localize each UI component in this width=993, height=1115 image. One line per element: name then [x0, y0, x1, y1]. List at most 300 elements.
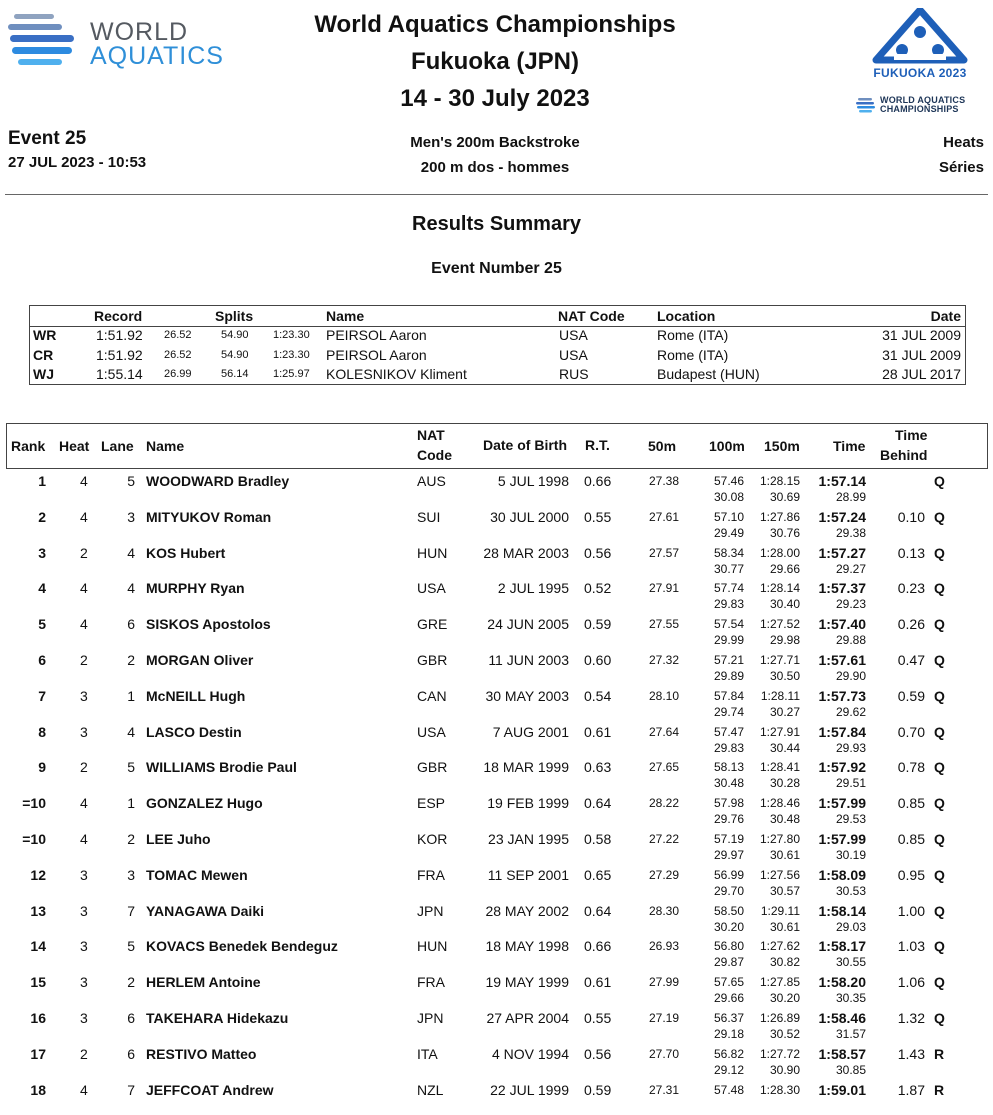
result-split-50: 27.31 [648, 1082, 679, 1097]
result-lap-100: 29.76 [713, 812, 744, 827]
result-rank: 14 [30, 938, 46, 955]
result-name: LASCO Destin [146, 723, 242, 740]
records-col-name: Name [326, 308, 365, 324]
result-split-100: 56.37 [713, 1011, 744, 1025]
event-info [8, 128, 146, 176]
result-lap-100: 29.18 [713, 1027, 744, 1041]
result-lap-100: 30.20 [713, 919, 744, 934]
result-lane: 1 [127, 795, 135, 812]
logo-word-aquatics: AQUATICS [90, 42, 224, 70]
result-lap-200: 30.55 [835, 955, 866, 970]
result-row [0, 721, 993, 757]
result-time-behind: 1.43 [897, 1045, 925, 1062]
result-split-150: 1:27.56 [759, 867, 800, 882]
result-lap-150: 30.82 [769, 955, 800, 970]
result-split-50: 28.22 [648, 796, 679, 811]
record-split-100: 54.90 [221, 329, 249, 341]
result-split-100: 57.74 [713, 581, 744, 596]
result-split-150: 1:28.46 [759, 796, 800, 811]
result-rt: 0.61 [584, 974, 612, 991]
col-heat: Heat [59, 438, 90, 454]
result-split-50: 27.55 [648, 617, 679, 632]
result-name: WOODWARD Bradley [146, 473, 290, 489]
result-lap-150: 30.57 [769, 883, 800, 898]
result-time: 1:58.17 [818, 938, 866, 955]
event-name-en: Men's 200m Backstroke [410, 134, 580, 151]
result-lane: 4 [127, 580, 135, 597]
result-heat: 3 [80, 1010, 88, 1026]
result-split-50: 27.22 [648, 832, 679, 846]
result-dob: 11 SEP 2001 [487, 866, 569, 883]
col-100m: 100m [709, 438, 745, 454]
result-heat: 2 [80, 1045, 88, 1062]
result-time: 1:57.84 [818, 723, 866, 740]
result-split-100: 57.46 [713, 474, 744, 488]
result-time-behind: 0.47 [897, 652, 925, 668]
record-type: WR [33, 327, 57, 343]
record-split-100: 54.90 [221, 348, 249, 361]
result-lap-100: 29.83 [713, 597, 744, 612]
record-holder-name: KOLESNIKOV Kliment [326, 366, 467, 382]
record-holder-name: PEIRSOL Aaron [326, 327, 427, 343]
result-split-50: 27.57 [648, 545, 679, 560]
result-lap-100: 29.12 [713, 1062, 744, 1077]
record-date: 31 JUL 2009 [882, 327, 961, 343]
result-qualification: Q [934, 544, 945, 561]
result-split-150: 1:27.72 [759, 1046, 800, 1061]
result-time-behind: 0.85 [897, 795, 925, 812]
result-time: 1:58.46 [818, 1010, 866, 1026]
result-heat: 3 [80, 687, 88, 704]
result-name: JEFFCOAT Andrew [146, 1081, 274, 1098]
result-lane: 2 [127, 974, 135, 991]
result-lane: 1 [127, 687, 135, 704]
result-heat: 4 [80, 580, 88, 597]
result-name: TAKEHARA Hidekazu [146, 1010, 289, 1026]
result-split-150: 1:28.30 [759, 1082, 800, 1097]
result-qualification: Q [934, 580, 945, 597]
result-name: KOS Hubert [146, 544, 226, 561]
result-dob: 19 FEB 1999 [487, 795, 569, 812]
result-nat: USA [417, 580, 446, 597]
col-nat-line2: Code [417, 447, 452, 463]
event-name [300, 130, 690, 180]
result-split-100: 57.65 [713, 975, 744, 990]
result-qualification: Q [934, 938, 945, 955]
result-lap-100: 29.66 [713, 991, 744, 1006]
result-split-150: 1:27.71 [759, 653, 800, 667]
result-rt: 0.55 [584, 508, 612, 525]
record-split-100: 56.14 [221, 368, 249, 380]
result-split-50: 27.91 [648, 581, 679, 596]
result-lane: 2 [127, 831, 135, 847]
result-lap-200: 29.27 [835, 561, 866, 576]
result-lap-200: 29.93 [835, 740, 866, 755]
result-rt: 0.60 [584, 652, 612, 668]
result-time-behind: 1.06 [897, 974, 925, 991]
result-rank: 6 [38, 652, 46, 668]
result-lap-100: 29.70 [713, 883, 744, 898]
result-rt: 0.56 [584, 544, 612, 561]
col-name: Name [146, 438, 185, 454]
logo-word-world: WORLD [90, 18, 189, 46]
event-datetime: 27 JUL 2023 - 10:53 [8, 154, 147, 171]
result-lap-100: 29.99 [713, 633, 744, 648]
result-row [0, 828, 993, 864]
title-line-2: Fukuoka (JPN) [410, 48, 580, 75]
event-phase [939, 130, 984, 180]
result-lap-100: 29.97 [713, 848, 744, 862]
fukuoka-2023-label: FUKUOKA 2023 [873, 66, 967, 80]
result-time: 1:59.01 [818, 1081, 866, 1098]
result-dob: 19 MAY 1999 [485, 974, 569, 991]
result-split-50: 27.29 [648, 867, 679, 882]
event-number-title: Event Number 25 [431, 260, 562, 277]
result-dob: 30 JUL 2000 [490, 508, 569, 525]
result-time: 1:57.99 [818, 795, 866, 812]
result-lap-200: 29.62 [835, 704, 866, 719]
result-lane: 2 [127, 652, 135, 668]
result-lap-100: 30.77 [713, 561, 744, 576]
result-lap-200: 29.88 [835, 633, 866, 648]
result-time: 1:57.14 [818, 473, 866, 489]
col-nat-line1: NAT [417, 427, 445, 443]
result-time-behind: 1.03 [897, 938, 925, 955]
championships-wave-icon [856, 97, 876, 113]
result-split-150: 1:27.80 [759, 832, 800, 846]
result-time-behind: 0.78 [897, 759, 925, 776]
records-col-date: Date [930, 308, 961, 324]
result-lap-150: 30.90 [769, 1062, 800, 1077]
result-rank: 5 [38, 616, 46, 633]
result-nat: GRE [417, 616, 448, 633]
result-time: 1:57.40 [818, 616, 866, 633]
record-date: 28 JUL 2017 [882, 366, 961, 382]
result-heat: 3 [80, 866, 88, 883]
result-split-50: 27.70 [648, 1046, 679, 1061]
result-rt: 0.59 [584, 616, 612, 633]
result-row [0, 756, 993, 792]
result-rank: 7 [38, 687, 46, 704]
record-split-50: 26.52 [164, 329, 192, 341]
result-row [0, 506, 993, 542]
result-name: LEE Juho [146, 831, 211, 847]
record-time: 1:51.92 [96, 327, 143, 343]
result-row [0, 685, 993, 721]
result-split-50: 27.99 [648, 975, 679, 990]
result-qualification: Q [934, 1010, 945, 1026]
result-split-150: 1:27.85 [759, 975, 800, 990]
result-heat: 4 [80, 1081, 88, 1098]
result-rt: 0.64 [584, 902, 612, 919]
records-col-record: Record [94, 308, 143, 324]
result-dob: 28 MAY 2002 [485, 902, 569, 919]
result-lane: 4 [127, 723, 135, 740]
result-lap-200: 29.38 [835, 525, 866, 540]
result-lap-100: 29.74 [713, 704, 744, 719]
records-col-location: Location [657, 308, 716, 324]
result-split-100: 56.99 [713, 867, 744, 882]
result-qualification: Q [934, 508, 945, 525]
result-dob: 2 JUL 1995 [497, 580, 569, 597]
result-rt: 0.66 [584, 473, 612, 489]
result-qualification: Q [934, 723, 945, 740]
result-qualification: R [934, 1081, 945, 1098]
result-lap-150: 30.61 [769, 919, 800, 934]
result-split-50: 27.32 [648, 653, 679, 667]
result-name: SISKOS Apostolos [146, 616, 271, 633]
result-row [0, 1079, 993, 1115]
result-heat: 3 [80, 974, 88, 991]
result-qualification: Q [934, 759, 945, 776]
result-heat: 3 [80, 902, 88, 919]
result-rank: 13 [30, 902, 46, 919]
result-split-50: 27.61 [648, 509, 679, 524]
result-row [0, 1007, 993, 1043]
result-split-100: 58.50 [713, 903, 744, 918]
result-split-150: 1:28.14 [759, 581, 800, 596]
record-row [30, 366, 965, 386]
records-col-nat: NAT Code [558, 308, 625, 324]
record-location: Rome (ITA) [657, 346, 729, 363]
result-split-150: 1:27.62 [759, 939, 800, 954]
result-time: 1:57.73 [818, 687, 866, 704]
col-time: Time [833, 438, 866, 454]
result-nat: NZL [417, 1081, 444, 1098]
result-dob: 4 NOV 1994 [491, 1045, 569, 1062]
result-name: TOMAC Mewen [146, 866, 248, 883]
result-nat: FRA [417, 866, 445, 883]
record-split-50: 26.52 [164, 348, 192, 361]
result-rt: 0.59 [584, 1081, 612, 1098]
result-split-150: 1:29.11 [760, 903, 800, 918]
result-rank: 3 [38, 544, 46, 561]
result-rank: 9 [38, 759, 46, 776]
result-split-50: 28.10 [648, 688, 679, 703]
result-split-100: 58.34 [713, 545, 744, 560]
result-split-150: 1:28.11 [760, 688, 800, 703]
result-row [0, 613, 993, 649]
result-lane: 5 [127, 473, 135, 489]
result-heat: 2 [80, 544, 88, 561]
col-lane: Lane [101, 438, 134, 454]
result-lap-200: 30.53 [835, 883, 866, 898]
result-heat: 4 [80, 795, 88, 812]
result-qualification: Q [934, 652, 945, 668]
result-time-behind: 0.59 [897, 687, 925, 704]
result-lane: 6 [127, 616, 135, 633]
result-lane: 6 [127, 1045, 135, 1062]
result-dob: 7 AUG 2001 [492, 723, 569, 740]
record-row [30, 327, 965, 347]
result-rt: 0.55 [584, 1010, 612, 1026]
result-dob: 5 JUL 1998 [497, 473, 569, 489]
result-lap-150: 30.48 [769, 812, 800, 827]
result-lap-150: 30.20 [769, 991, 800, 1006]
result-split-50: 26.93 [648, 939, 679, 954]
world-aquatics-logo [8, 10, 233, 70]
result-heat: 4 [80, 508, 88, 525]
result-row [0, 864, 993, 900]
result-dob: 24 JUN 2005 [487, 616, 569, 633]
result-rank: 15 [30, 974, 46, 991]
result-lap-150: 30.28 [769, 776, 800, 791]
event-number: Event 25 [8, 128, 87, 149]
result-lane: 6 [127, 1010, 135, 1026]
results-header [6, 423, 988, 469]
result-split-150: 1:26.89 [759, 1011, 800, 1025]
result-time: 1:58.20 [818, 974, 866, 991]
result-rt: 0.61 [584, 723, 612, 740]
result-lap-200: 30.85 [835, 1062, 866, 1077]
record-split-150: 1:23.30 [273, 329, 310, 341]
record-type: CR [33, 346, 54, 363]
result-time-behind: 0.23 [897, 580, 925, 597]
result-time: 1:57.37 [818, 580, 866, 597]
event-phase-fr: Séries [938, 159, 984, 176]
fukuoka-2023-logo [850, 8, 990, 120]
result-rt: 0.65 [584, 866, 612, 883]
result-rt: 0.63 [584, 759, 612, 776]
result-nat: ITA [417, 1045, 438, 1062]
result-time: 1:57.61 [818, 652, 866, 668]
result-row [0, 649, 993, 685]
result-lap-150: 29.66 [769, 561, 800, 576]
result-time-behind: 1.00 [897, 902, 925, 919]
result-dob: 11 JUN 2003 [488, 652, 569, 668]
result-time: 1:58.14 [818, 902, 866, 919]
event-name-fr: 200 m dos - hommes [420, 159, 570, 176]
result-lap-150: 29.98 [769, 633, 800, 648]
title-line-3: 14 - 30 July 2023 [400, 85, 590, 112]
result-name: KOVACS Benedek Bendeguz [146, 938, 338, 955]
result-name: MORGAN Oliver [146, 652, 254, 668]
result-lane: 5 [127, 759, 135, 776]
result-lap-200: 30.19 [835, 848, 866, 862]
result-name: WILLIAMS Brodie Paul [146, 759, 297, 776]
result-lap-100: 29.49 [713, 525, 744, 540]
world-aquatics-wave-icon [8, 12, 78, 68]
result-lane: 7 [127, 902, 135, 919]
result-rank: 2 [38, 508, 46, 525]
record-split-50: 26.99 [164, 368, 192, 380]
result-rt: 0.66 [584, 938, 612, 955]
result-lap-150: 30.52 [769, 1027, 800, 1041]
result-time-behind: 1.87 [897, 1081, 925, 1098]
title-line-1: World Aquatics Championships [314, 11, 676, 38]
result-split-150: 1:27.91 [759, 724, 800, 739]
result-qualification: Q [934, 616, 945, 633]
event-phase-en: Heats [943, 134, 984, 151]
records-header [30, 308, 965, 327]
result-nat: JPN [417, 902, 444, 919]
result-split-150: 1:27.86 [759, 509, 800, 524]
result-split-100: 56.80 [713, 939, 744, 954]
result-lap-200: 29.51 [835, 776, 866, 791]
result-nat: AUS [417, 473, 446, 489]
championship-title [240, 6, 750, 117]
result-nat: SUI [417, 508, 441, 525]
result-name: MITYUKOV Roman [146, 508, 272, 525]
result-split-100: 56.82 [713, 1046, 744, 1061]
result-split-50: 27.19 [648, 1011, 679, 1025]
result-row [0, 971, 993, 1007]
result-split-50: 27.64 [648, 724, 679, 739]
result-split-150: 1:27.52 [759, 617, 800, 632]
result-name: YANAGAWA Daiki [146, 902, 264, 919]
result-qualification: Q [934, 974, 945, 991]
record-time: 1:51.92 [96, 346, 143, 363]
result-row [0, 935, 993, 971]
result-row [0, 1043, 993, 1079]
col-150m: 150m [764, 438, 800, 454]
fukuoka-pyramid-icon [872, 8, 968, 64]
championships-line-2: CHAMPIONSHIPS [880, 104, 959, 114]
result-dob: 27 APR 2004 [486, 1010, 569, 1026]
result-nat: CAN [417, 687, 447, 704]
result-lap-100: 29.87 [713, 955, 744, 970]
result-split-150: 1:28.15 [759, 474, 800, 488]
result-lane: 4 [127, 544, 135, 561]
result-time-behind: 0.13 [897, 544, 925, 561]
result-split-100: 57.48 [713, 1082, 744, 1097]
result-heat: 4 [80, 831, 88, 847]
result-rank: 1 [38, 473, 46, 489]
result-rt: 0.52 [584, 580, 612, 597]
col-50m: 50m [648, 438, 677, 454]
result-split-100: 57.19 [713, 832, 744, 846]
result-rank: 8 [38, 723, 46, 740]
result-nat: KOR [417, 831, 448, 847]
result-rt: 0.64 [584, 795, 612, 812]
result-heat: 4 [80, 473, 88, 489]
result-dob: 22 JUL 1999 [490, 1081, 569, 1098]
records-table [29, 305, 966, 385]
result-time: 1:58.09 [818, 866, 866, 883]
col-rank: Rank [11, 438, 46, 454]
record-time: 1:55.14 [96, 366, 143, 382]
record-holder-name: PEIRSOL Aaron [326, 346, 427, 363]
col-behind-line1: Time [895, 427, 928, 443]
result-qualification: Q [934, 687, 945, 704]
result-split-150: 1:28.41 [759, 760, 800, 775]
result-qualification: Q [934, 831, 945, 847]
result-nat: GBR [417, 652, 448, 668]
record-location: Budapest (HUN) [657, 366, 760, 382]
col-behind-line2: Behind [880, 447, 928, 463]
result-lap-150: 30.50 [769, 669, 800, 683]
result-name: HERLEM Antoine [146, 974, 261, 991]
result-lap-200: 30.35 [835, 991, 866, 1006]
result-split-100: 57.21 [713, 653, 744, 667]
result-heat: 3 [80, 938, 88, 955]
result-qualification: R [934, 1045, 945, 1062]
result-qualification: Q [934, 473, 945, 489]
result-split-150: 1:28.00 [759, 545, 800, 560]
result-row [0, 900, 993, 936]
result-time-behind: 1.32 [897, 1010, 925, 1026]
result-dob: 18 MAY 1998 [485, 938, 569, 955]
result-name: MURPHY Ryan [146, 580, 245, 597]
record-location: Rome (ITA) [657, 327, 729, 343]
result-row [0, 470, 993, 506]
record-split-150: 1:23.30 [273, 348, 310, 361]
result-rt: 0.58 [584, 831, 612, 847]
result-rank: =10 [22, 795, 46, 812]
result-split-100: 57.47 [713, 724, 744, 739]
result-heat: 2 [80, 652, 88, 668]
result-time: 1:58.57 [818, 1045, 866, 1062]
